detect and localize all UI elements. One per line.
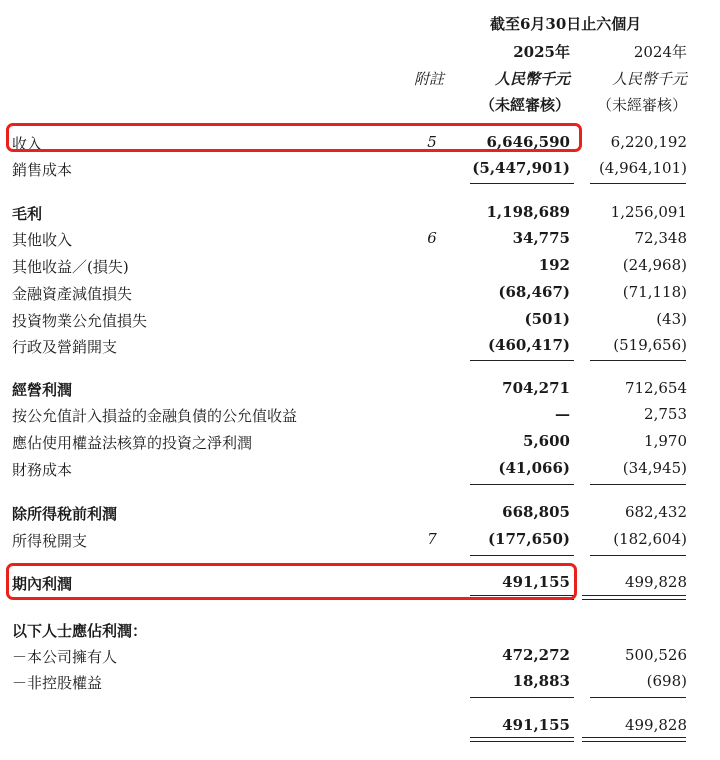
value-2024: (24,968) [622, 256, 687, 274]
subtotal-rule [590, 183, 686, 184]
value-2024: (71,118) [622, 283, 687, 301]
row-label: 財務成本 [12, 461, 73, 479]
row-label: 按公允值計入損益的金融負債的公允值收益 [12, 407, 298, 425]
audit-2024-header: （未經審核） [596, 96, 687, 114]
year-2025-header: 2025年 [513, 43, 570, 61]
value-2024: 499,828 [624, 716, 687, 734]
value-2025: 472,272 [502, 646, 570, 664]
value-2025: 1,198,689 [486, 203, 570, 221]
row-label: －本公司擁有人 [12, 648, 118, 666]
double-rule [582, 737, 686, 742]
row-label: 投資物業公允值損失 [12, 312, 148, 330]
row-label: 期內利潤 [12, 575, 73, 593]
row-note: 6 [427, 229, 437, 247]
value-2025: 18,883 [512, 672, 570, 690]
value-2025: 34,775 [512, 229, 570, 247]
value-2024: 6,220,192 [610, 133, 687, 151]
row-label: －非控股權益 [12, 674, 103, 692]
row-label: 其他收益／(損失) [12, 258, 129, 276]
row-label: 其他收入 [12, 231, 73, 249]
period-header: 截至6月30日止六個月 [490, 15, 642, 33]
row-note: 7 [427, 530, 437, 548]
value-2024: 72,348 [634, 229, 687, 247]
subtotal-rule [470, 555, 574, 556]
value-2024: 1,256,091 [610, 203, 687, 221]
row-label: 毛利 [12, 205, 43, 223]
currency-2025-header: 人民幣千元 [494, 70, 570, 88]
value-2025: 668,805 [502, 503, 570, 521]
subtotal-rule [470, 484, 574, 485]
double-rule [582, 595, 686, 600]
value-2024: (519,656) [613, 336, 687, 354]
value-2025: (41,066) [498, 459, 570, 477]
year-2024-header: 2024年 [633, 43, 687, 61]
value-2025: (177,650) [487, 530, 570, 548]
value-2024: 499,828 [624, 573, 687, 591]
currency-2024-header: 人民幣千元 [611, 70, 687, 88]
revenue-highlight-box [6, 123, 582, 152]
value-2024: 500,526 [624, 646, 687, 664]
value-2024: (182,604) [613, 530, 687, 548]
value-2025: 192 [538, 256, 570, 274]
value-2024: 1,970 [644, 432, 687, 450]
row-note: 5 [427, 133, 437, 151]
subtotal-rule [590, 360, 686, 361]
row-label: 以下人士應佔利潤： [12, 622, 148, 640]
value-2025: (460,417) [487, 336, 570, 354]
value-2025: (68,467) [498, 283, 570, 301]
value-2024: 682,432 [624, 503, 687, 521]
subtotal-rule [590, 697, 686, 698]
double-rule [470, 737, 574, 742]
subtotal-rule [470, 360, 574, 361]
subtotal-rule [470, 697, 574, 698]
value-2025: (501) [524, 310, 570, 328]
row-label: 行政及營銷開支 [12, 338, 118, 356]
value-2024: 712,654 [624, 379, 687, 397]
value-2025: 6,646,590 [486, 133, 570, 151]
value-2025: 5,600 [523, 432, 570, 450]
row-label: 銷售成本 [12, 161, 73, 179]
value-2025: 704,271 [502, 379, 570, 397]
row-label: 金融資產減值損失 [12, 285, 133, 303]
value-2025: (5,447,901) [472, 159, 570, 177]
audit-2025-header: （未經審核） [479, 96, 570, 114]
value-2025: 491,155 [502, 716, 570, 734]
value-2024: (698) [646, 672, 687, 690]
subtotal-rule [590, 555, 686, 556]
row-label: 除所得稅前利潤 [12, 505, 118, 523]
subtotal-rule [470, 183, 574, 184]
value-2024: 2,753 [644, 405, 687, 423]
subtotal-rule [590, 484, 686, 485]
value-2024: (34,945) [622, 459, 687, 477]
value-2024: (4,964,101) [598, 159, 687, 177]
value-2024: (43) [656, 310, 687, 328]
value-2025: 491,155 [502, 573, 570, 591]
row-label: 經營利潤 [12, 381, 73, 399]
profit-highlight-box [6, 563, 577, 600]
row-label: 所得稅開支 [12, 532, 88, 550]
row-label: 收入 [12, 135, 43, 153]
row-label: 應佔使用權益法核算的投資之淨利潤 [12, 434, 253, 452]
value-2025: — [555, 405, 570, 423]
note-column-header: 附註 [414, 70, 445, 88]
